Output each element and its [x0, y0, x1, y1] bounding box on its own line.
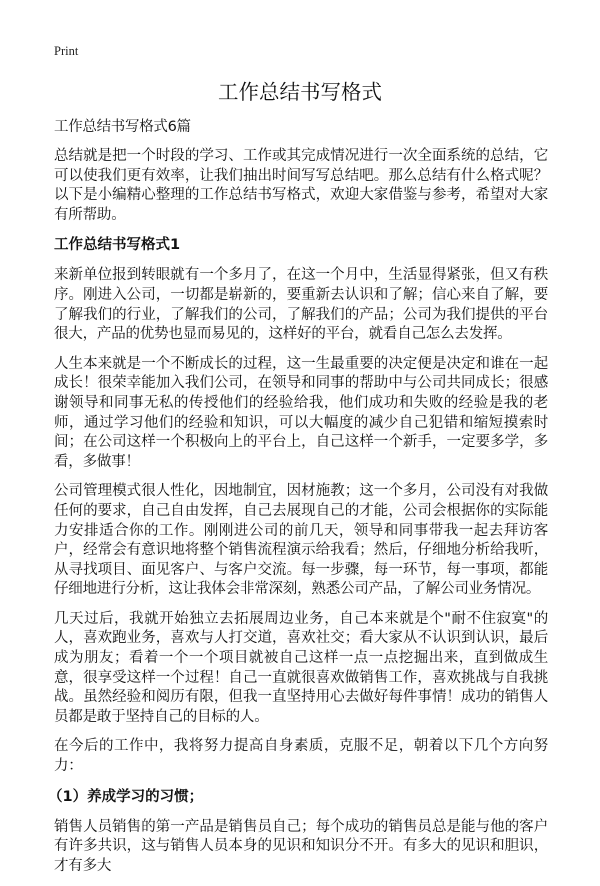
subsection-heading: （1）养成学习的习惯； — [48, 788, 204, 805]
body-paragraph: 在今后的工作中，我将努力提高自身素质，克服不足，朝着以下几个方向努力： — [54, 738, 548, 775]
print-label: Print — [54, 44, 79, 58]
body-paragraph: 几天过后，我就开始独立去拓展周边业务，自己本来就是个"耐不住寂寞"的人，喜欢跑业务，喜欢与人打交道，喜欢社交；看大家从不认识到认识，最后成为朋友；看着一个一个项目就被自己这样一点一点挖掘出来，直到做成生意，很享受这样一个过程！自己一直就很喜欢做销售工作，喜欢挑战与自我挑战。虽然经验和阅历有限，但我一直坚持用心去做好每件事情！成功的销售人员都是敢于坚持自己的目标的人。 — [54, 610, 548, 725]
body-paragraph: 公司管理模式很人性化，因地制宜，因材施教；这一个多月，公司没有对我做任何的要求，自己自由发挥，自己去展现自己的才能，公司会根据你的实际能力安排适合你的工作。刚刚进公司的前几天，领导和同事带我一起去拜访客户，经常会有意识地将整个销售流程演示给我看；然后，仔细地分析给我听，从寻找项目、面见客户、与客户交流。每一步骤，每一环节，每一事项，都能仔细地进行分析，这让我体会非常深刻，熟悉公司产品，了解公司业务情况。 — [54, 483, 548, 598]
intro-paragraph: 总结就是把一个时段的学习、工作或其完成情况进行一次全面系统的总结，它可以使我们更有效率，让我们抽出时间写写总结吧。那么总结有什么格式呢？以下是小编精心整理的工作总结书写格式，欢迎大家借鉴与参考，希望对大家有所帮助。 — [54, 148, 548, 223]
body-paragraph: 人生本来就是一个不断成长的过程，这一生最重要的决定便是决定和谁在一起成长！很荣幸能加入我们公司，在领导和同事的帮助中与公司共同成长；很感谢领导和同事无私的传授他们的经验给我，他们成功和失败的经验是我的老师，通过学习他们的经验和知识，可以大幅度的减少自己犯错和缩短摸索时间；在公司这样一个积极向上的平台上，自己这样一个新手，一定要多学，多看，多做事！ — [54, 355, 548, 470]
document-body — [48, 117, 548, 886]
body-paragraph: 销售人员销售的第一产品是销售员自己；每个成功的销售员总是能与他的客户有许多共识，这与销售人员本身的见识和知识分不开。有多大的见识和胆识，才有多大 — [54, 818, 548, 874]
page-title: 工作总结书写格式 — [218, 80, 382, 104]
section-heading: 工作总结书写格式1 — [54, 237, 181, 254]
document-subtitle: 工作总结书写格式6篇 — [54, 119, 191, 135]
body-paragraph: 来新单位报到转眼就有一个多月了，在这一个月中，生活显得紧张，但又有秩序。刚进入公司，一切都是崭新的，要重新去认识和了解；信心来自了解，要了解我们的行业，了解我们的公司，了解我们的产品；公司为我们提供的平台很大，产品的优势也显而易见的，这样好的平台，就看自己怎么去发挥。 — [54, 267, 548, 343]
